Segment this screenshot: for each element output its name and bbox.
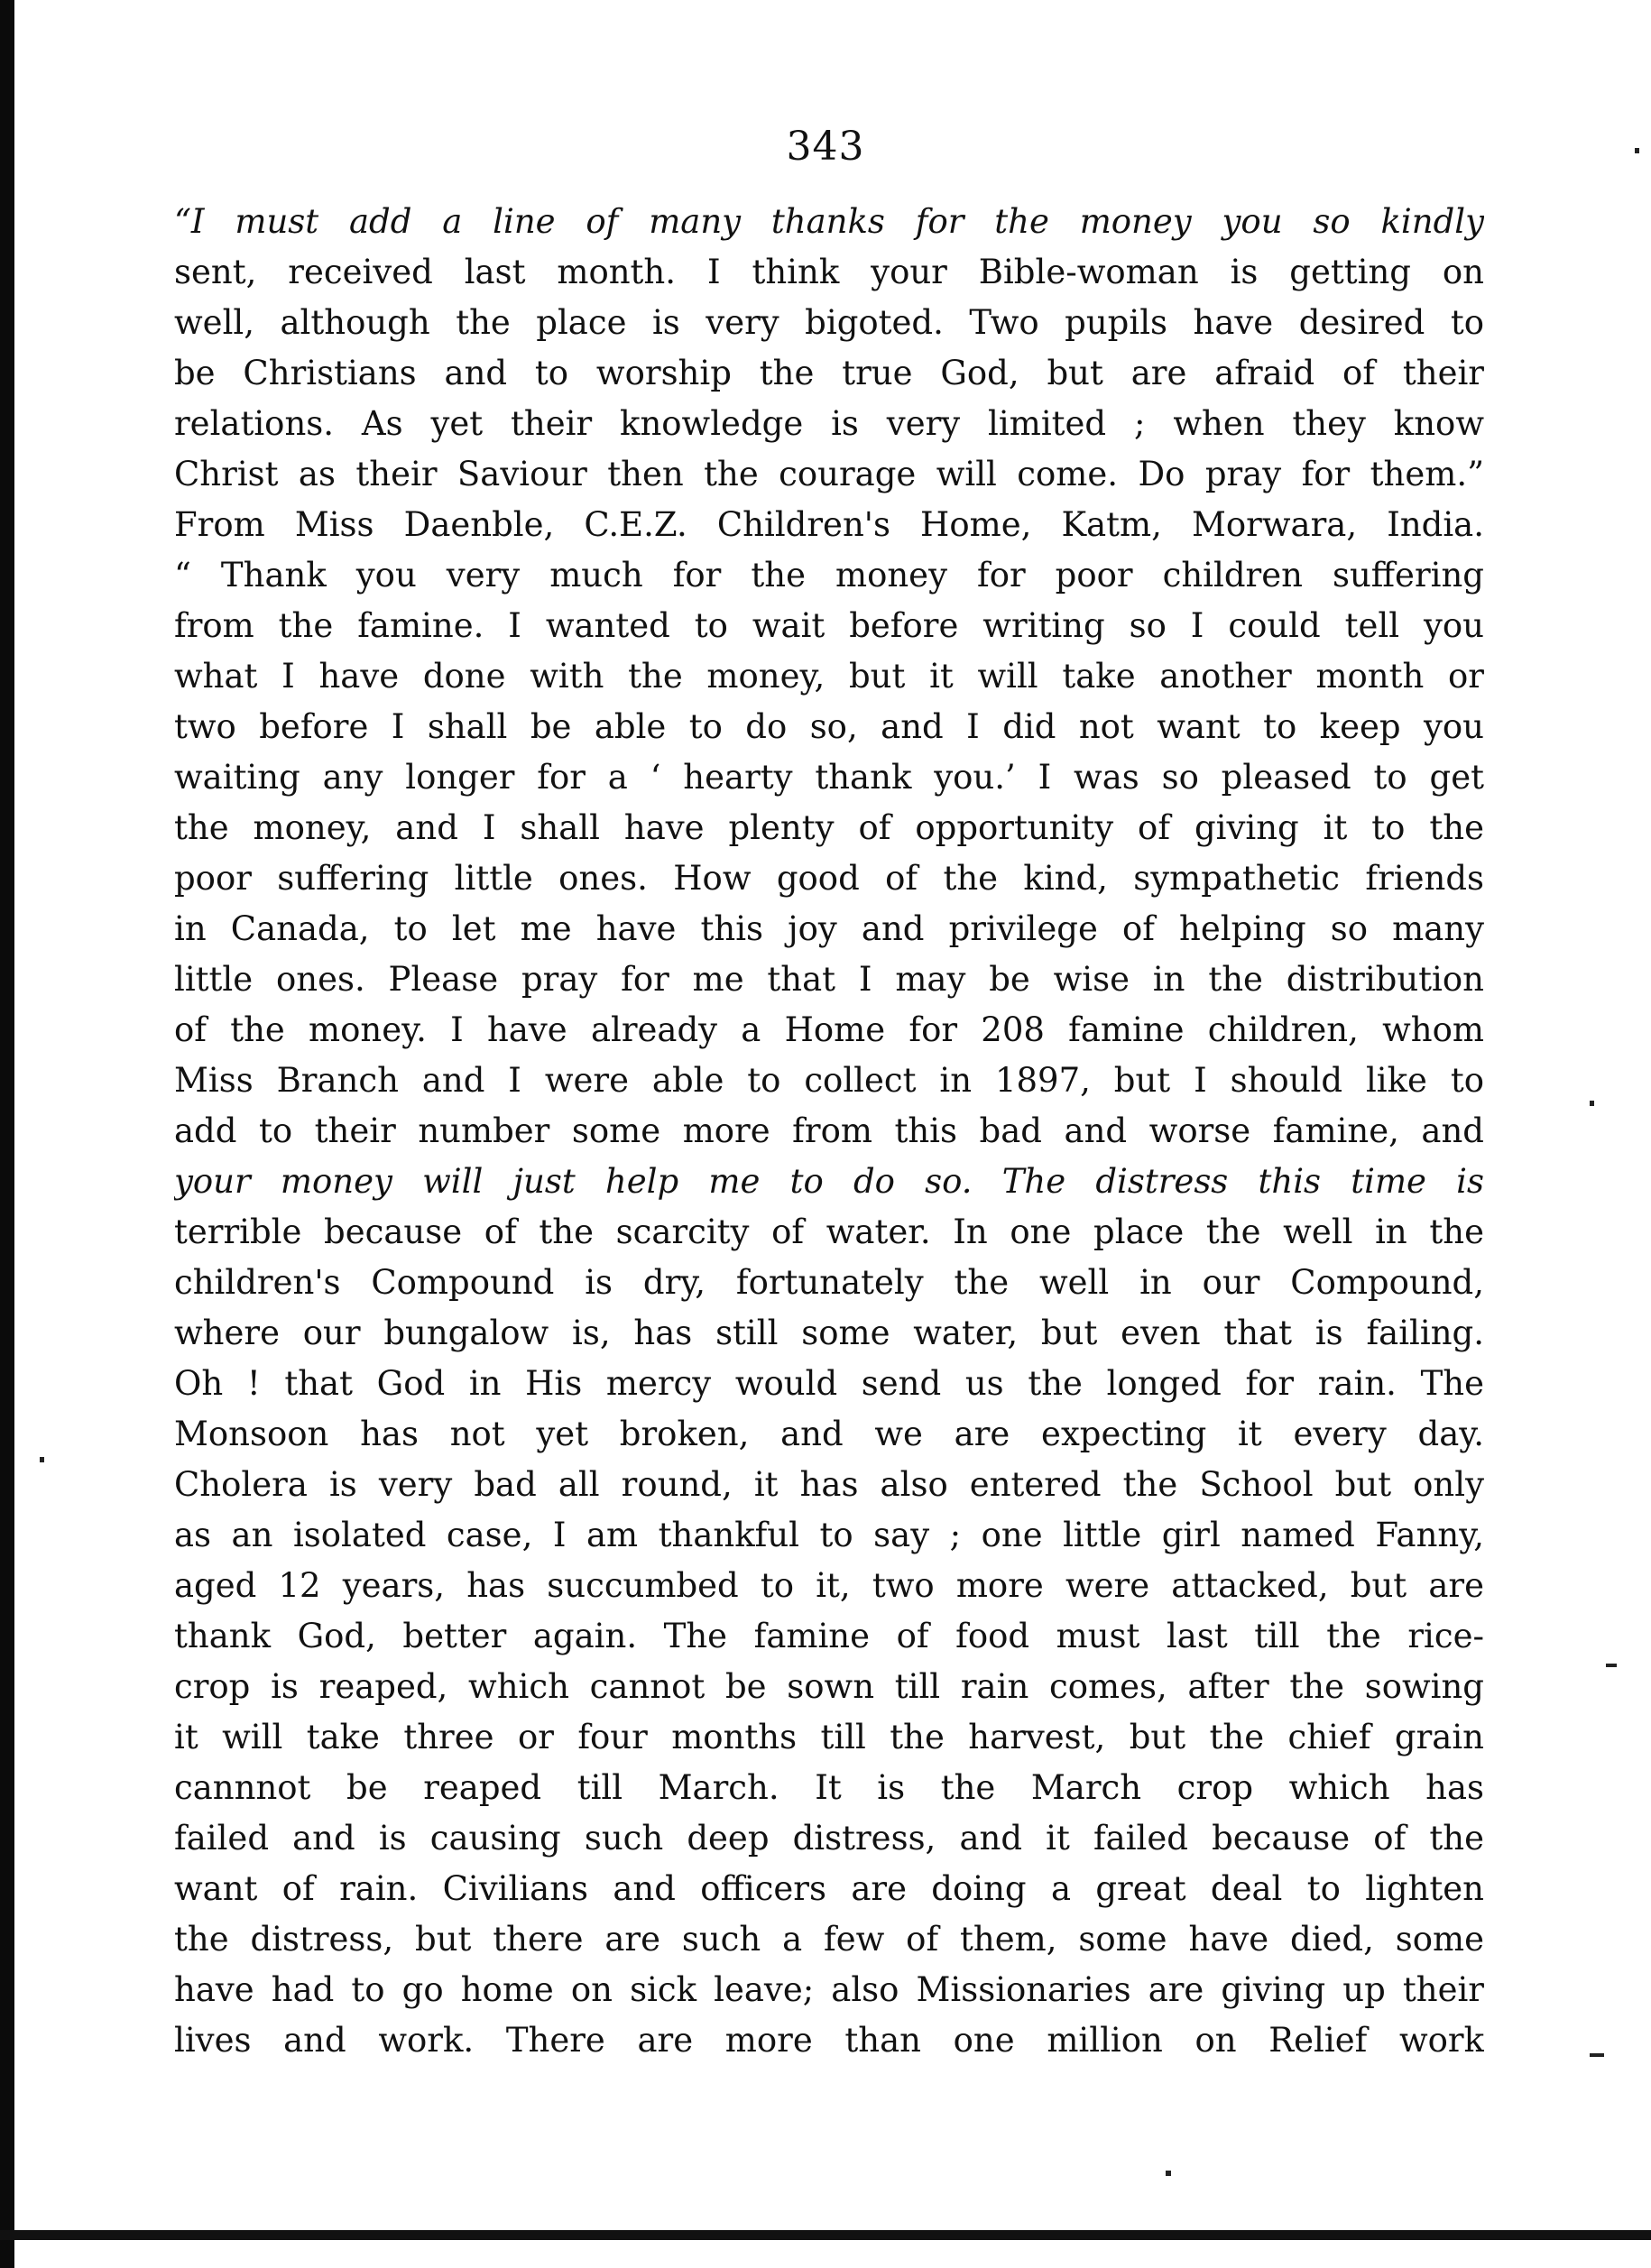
text-line: crop is reaped, which cannot be sown till rain comes, after the sowing [174,1667,1484,1706]
scan-speck [1590,1101,1594,1106]
text-line: have had to go home on sick leave; also Missionaries are giving up their [174,1970,1484,2009]
text-line: relations. As yet their knowledge is very limited ; when they know [174,404,1484,443]
text-line: Christ as their Saviour then the courage will come. Do pray for them.” [174,455,1484,493]
scan-speck [1606,1664,1617,1667]
text-line: terrible because of the scarcity of water. In one place the well in the [174,1212,1484,1251]
text-line: Oh ! that God in His mercy would send us the longed for rain. The [174,1364,1484,1403]
text-line: sent, received last month. I think your Bible-woman is getting on [174,253,1484,291]
text-line: waiting any longer for a ‘ hearty thank you.’ I was so pleased to get [174,758,1484,797]
page-number: 343 [786,124,865,170]
text-line: want of rain. Civilians and officers are doing a great deal to lighten [174,1869,1484,1908]
text-line: Monsoon has not yet broken, and we are expecting it every day. [174,1415,1484,1453]
text-line: the distress, but there are such a few of them, some have died, some [174,1920,1484,1959]
text-line: as an isolated case, I am thankful to say ; one little girl named Fanny, [174,1516,1484,1554]
text-line: the money, and I shall have plenty of opportunity of giving it to the [174,808,1484,847]
text-line: it will take three or four months till the harvest, but the chief grain [174,1718,1484,1756]
text-line: “I must add a line of many thanks for the money you so kindly [174,202,1484,241]
letter-text [174,197,1484,2066]
text-line: add to their number some more from this bad and worse famine, and [174,1111,1484,1150]
text-line: where our bungalow is, has still some water, but even that is failing. [174,1314,1484,1352]
scan-speck [1635,148,1639,153]
text-line: cannnot be reaped till March. It is the March crop which has [174,1768,1484,1807]
scan-left-border [0,0,14,2268]
scan-speck [1590,2053,1604,2057]
text-line: children's Compound is dry, fortunately the well in our Compound, [174,1263,1484,1302]
text-line: aged 12 years, has succumbed to it, two more were attacked, but are [174,1566,1484,1605]
text-line: poor suffering little ones. How good of the kind, sympathetic friends [174,859,1484,898]
text-line: of the money. I have already a Home for 208 famine children, whom [174,1010,1484,1049]
text-line: little ones. Please pray for me that I may be wise in the distribution [174,960,1484,999]
text-line: your money will just help me to do so. The distress this time is [174,1162,1484,1201]
text-line: well, although the place is very bigoted. Two pupils have desired to [174,303,1484,342]
text-line: Cholera is very bad all round, it has also entered the School but only [174,1465,1484,1504]
text-line: “ Thank you very much for the money for poor children suffering [174,556,1484,595]
text-line: Miss Branch and I were able to collect in 1897, but I should like to [174,1061,1484,1100]
text-line: what I have done with the money, but it will take another month or [174,657,1484,696]
text-line: lives and work. There are more than one million on Relief work [174,2021,1484,2060]
bottom-rule [0,2230,1651,2240]
text-line: from the famine. I wanted to wait before writing so I could tell you [174,606,1484,645]
text-line: failed and is causing such deep distress, and it failed because of the [174,1819,1484,1858]
scan-speck [40,1457,44,1462]
text-line: thank God, better again. The famine of food must last till the rice- [174,1617,1484,1655]
text-line: two before I shall be able to do so, and I did not want to keep you [174,707,1484,746]
text-line: From Miss Daenble, C.E.Z. Children's Home, Katm, Morwara, India. [174,505,1484,544]
text-line: be Christians and to worship the true God, but are afraid of their [174,354,1484,392]
scan-speck [1166,2171,1171,2176]
text-line: in Canada, to let me have this joy and privilege of helping so many [174,909,1484,948]
